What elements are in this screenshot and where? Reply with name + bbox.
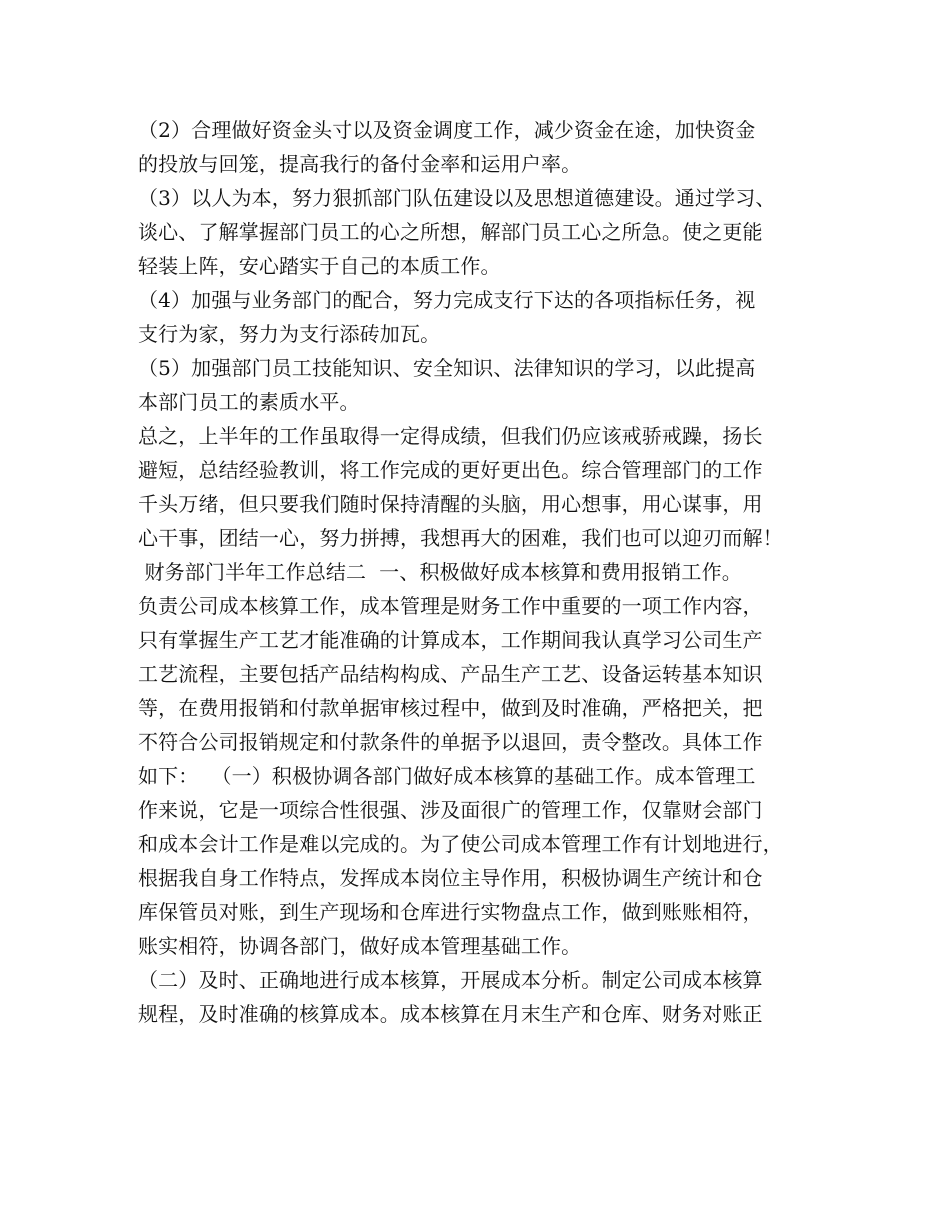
text-line: 和成本会计工作是难以完成的。为了使公司成本管理工作有计划地进行，: [138, 832, 783, 856]
text-line: 避短，总结经验教训，将工作完成的更好更出色。综合管理部门的工作: [138, 458, 763, 482]
text-line: 千头万绪，但只要我们随时保持清醒的头脑，用心想事，用心谋事，用: [138, 492, 763, 516]
text-line: 不符合公司报销规定和付款条件的单据予以退回，责令整改。具体工作: [138, 730, 763, 754]
text-line: 谈心、了解掌握部门员工的心之所想，解部门员工心之所急。使之更能: [138, 220, 763, 244]
text-line: 的投放与回笼，提高我行的备付金率和运用户率。: [138, 152, 582, 176]
text-line: 本部门员工的素质水平。: [138, 390, 360, 414]
text-line: 负责公司成本核算工作，成本管理是财务工作中重要的一项工作内容，: [138, 594, 763, 618]
text-line: 总之，上半年的工作虽取得一定得成绩，但我们仍应该戒骄戒躁，扬长: [138, 424, 763, 448]
section-heading-line: 财务部门半年工作总结二 一、积极做好成本核算和费用报销工作。: [138, 560, 742, 584]
text-line: 如下： （一）积极协调各部门做好成本核算的基础工作。成本管理工: [138, 764, 756, 788]
text-line: （3）以人为本，努力狠抓部门队伍建设以及思想道德建设。通过学习、: [138, 186, 776, 210]
text-line: （2）合理做好资金头寸以及资金调度工作，减少资金在途，加快资金: [138, 118, 756, 142]
text-line: 作来说，它是一项综合性很强、涉及面很广的管理工作，仅靠财会部门: [138, 798, 763, 822]
text-line: 只有掌握生产工艺才能准确的计算成本，工作期间我认真学习公司生产: [138, 628, 763, 652]
text-line: 心干事，团结一心，努力拼搏，我想再大的困难，我们也可以迎刃而解！: [138, 526, 783, 550]
text-line: 等，在费用报销和付款单据审核过程中，做到及时准确，严格把关，把: [138, 696, 763, 720]
text-line: （5）加强部门员工技能知识、安全知识、法律知识的学习，以此提高: [138, 356, 756, 380]
text-line: 根据我自身工作特点，发挥成本岗位主导作用，积极协调生产统计和仓: [138, 866, 763, 890]
text-line: 规程，及时准确的核算成本。成本核算在月末生产和仓库、财务对账正: [138, 1002, 763, 1026]
text-line: （二）及时、正确地进行成本核算，开展成本分析。制定公司成本核算: [138, 968, 763, 992]
text-line: （4）加强与业务部门的配合，努力完成支行下达的各项指标任务，视: [138, 288, 756, 312]
text-line: 账实相符，协调各部门，做好成本管理基础工作。: [138, 934, 582, 958]
text-line: 支行为家，努力为支行添砖加瓦。: [138, 322, 441, 346]
text-line: 库保管员对账，到生产现场和仓库进行实物盘点工作，做到账账相符，: [138, 900, 763, 924]
text-line: 轻装上阵，安心踏实于自己的本质工作。: [138, 254, 501, 278]
document-body-text: [138, 113, 838, 1031]
text-line: 工艺流程，主要包括产品结构构成、产品生产工艺、设备运转基本知识: [138, 662, 763, 686]
